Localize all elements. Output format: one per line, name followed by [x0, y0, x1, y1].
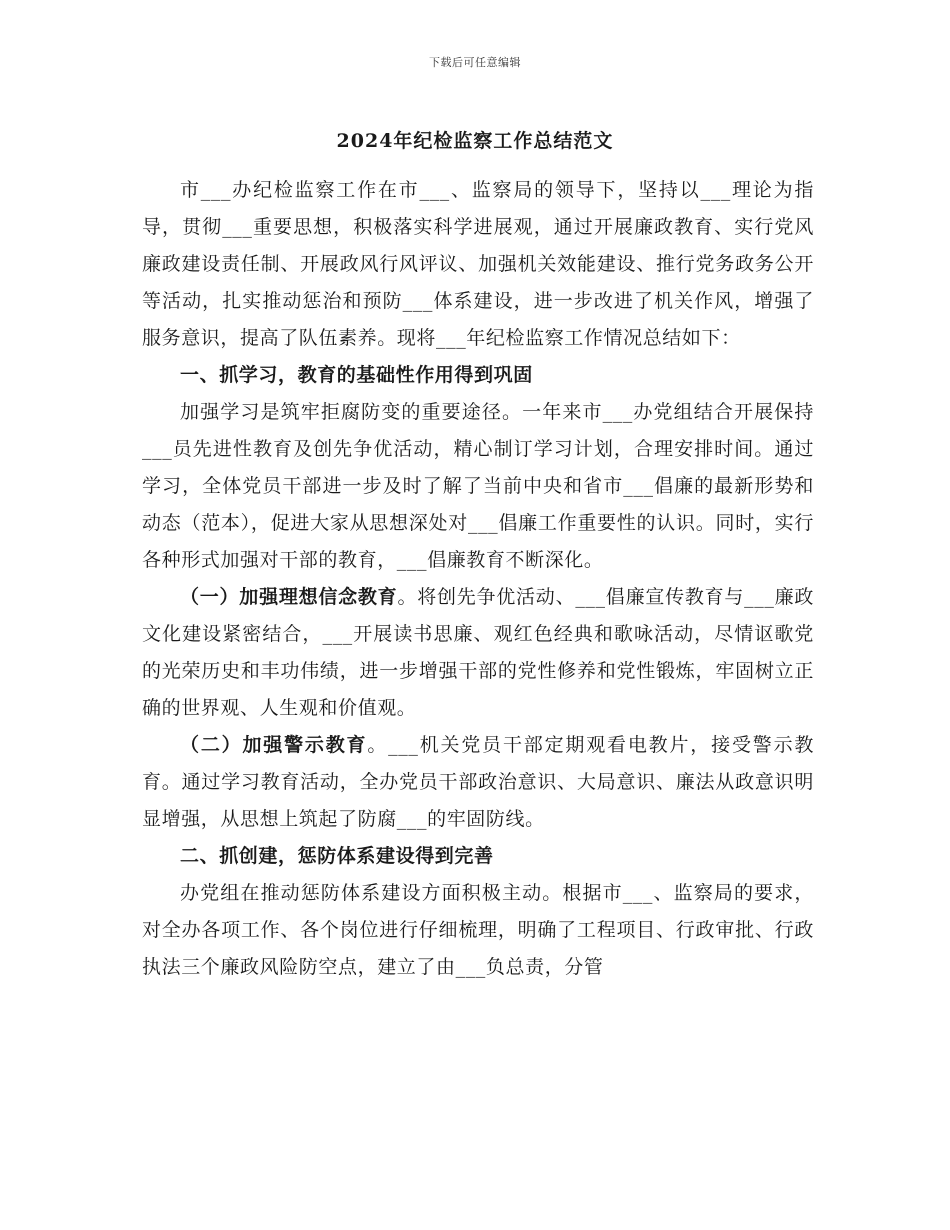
- paragraph: [142, 579, 814, 727]
- subsection-lead: （二）加强警示教育: [180, 734, 368, 756]
- paragraph: 市___办纪检监察工作在市___、监察局的领导下，坚持以___理论为指导，贯彻___重要思想，积极落实科学进展观，通过开展廉政教育、实行党风廉政建设责任制、开展政风行风评议、加强机关效能建设、推行党务政务公开等活动，扎实推动惩治和预防___体系建设，进一步改进了机关作风，增强了服务意识，提高了队伍素养。现将___年纪检监察工作情况总结如下：: [142, 179, 814, 349]
- section-heading: 一、抓学习，教育的基础性作用得到巩固: [180, 364, 533, 386]
- subsection-lead: （一）加强理想信念教育: [180, 586, 398, 608]
- header-note: 下载后可任意编辑: [429, 56, 521, 69]
- paragraph-text: 。将创先争优活动、___倡廉宣传教育与___廉政文化建设紧密结合，___开展读书思廉、观红色经典和歌咏活动，尽情讴歌党的光荣历史和丰功伟绩，进一步增强干部的党性修养和党性锻炼，牢固树立正确的世界观、人生观和价值观。: [142, 586, 814, 719]
- section-heading: 二、抓创建，惩防体系建设得到完善: [180, 845, 494, 867]
- document-body: [142, 172, 814, 986]
- paragraph: [142, 727, 814, 838]
- paragraph-text: 。___机关党员干部定期观看电教片，接受警示教育。通过学习教育活动，全办党员干部政治意识、大局意识、廉法从政意识明显增强，从思想上筑起了防腐___的牢固防线。: [142, 734, 814, 830]
- paragraph: 加强学习是筑牢拒腐防变的重要途径。一年来市___办党组结合开展保持___员先进性教育及创先争优活动，精心制订学习计划，合理安排时间。通过学习，全体党员干部进一步及时了解了当前中央和省市___倡廉的最新形势和动态（范本），促进大家从思想深处对___倡廉工作重要性的认识。同时，实行各种形式加强对干部的教育，___倡廉教育不断深化。: [142, 401, 814, 571]
- paragraph: 办党组在推动惩防体系建设方面积极主动。根据市___、监察局的要求，对全办各项工作、各个岗位进行仔细梳理，明确了工程项目、行政审批、行政执法三个廉政风险防空点，建立了由___负总责，分管: [142, 882, 814, 978]
- document-title: 2024年纪检监察工作总结范文: [336, 130, 614, 152]
